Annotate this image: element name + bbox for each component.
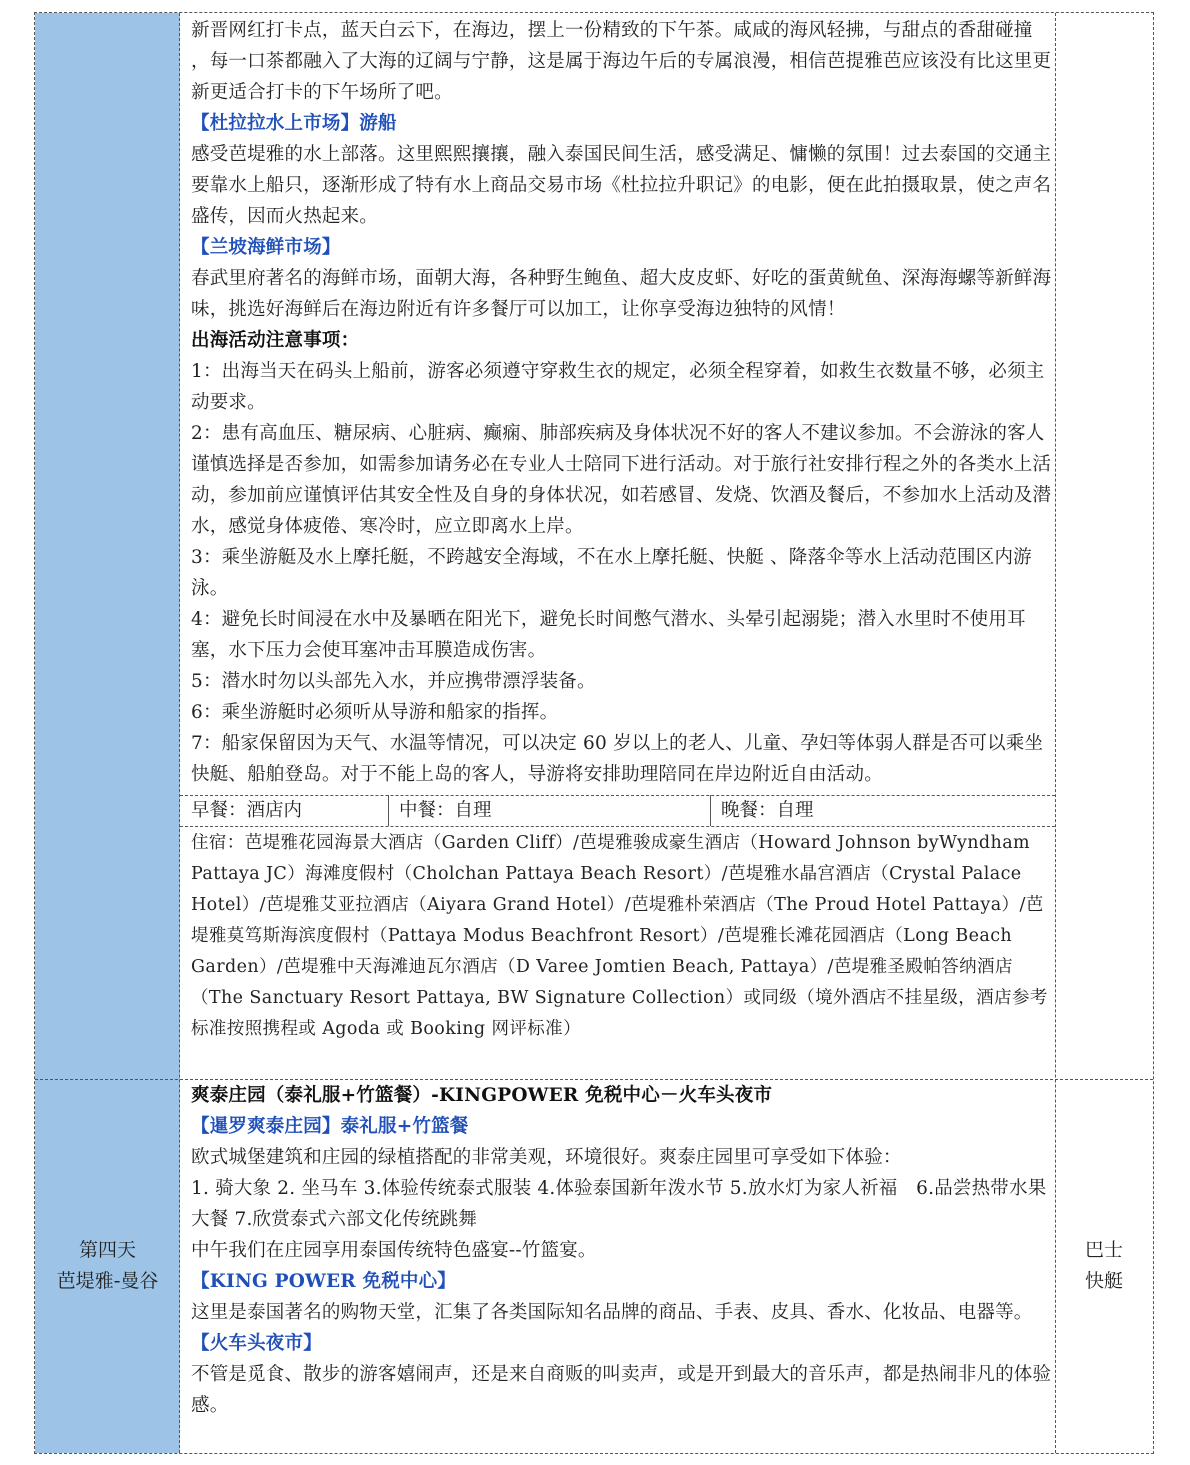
day4-paragraph: 不管是觅食、散步的游客嬉闹声，还是来自商贩的叫卖声，或是开到最大的音乐声，都是热闹非凡的体验感。 (191, 1364, 1052, 1416)
day4-paragraph: 1. 骑大象 2. 坐马车 3.体验传统泰式服装 4.体验泰国新年泼水节 5.放水灯为家人祈福 6.品尝热带水果大餐 7.欣赏泰式六部文化传统跳舞 (191, 1178, 1047, 1230)
day4-day-number: 第四天 (78, 1239, 136, 1261)
day3-paragraph: 7：船家保留因为天气、水温等情况，可以决定 60 岁以上的老人、儿童、孕妇等体弱人群是否可以乘坐快艇、船舶登岛。对于不能上岛的客人，导游将安排助理陪同在岸边附近自由活动。 (191, 733, 1044, 785)
dinner-cell: 晚餐：自理 (721, 800, 814, 821)
day3-paragraph: 2：患有高血压、糖尿病、心脏病、癫痫、肺部疾病及身体状况不好的客人不建议参加。不会游泳的客人谨慎选择是否参加，如需参加请务必在专业人士陪同下进行活动。对于旅行社安排行程之外的各类水上活动，参加前应谨慎评估其安全性及自身的身体状况，如若感冒、发烧、饮酒及餐后，不参加水上活动及潜水，感觉身体疲倦、寒冷时，应立即离水上岸。 (191, 423, 1052, 537)
day3-paragraph: 春武里府著名的海鲜市场，面朝大海，各种野生鲍鱼、超大皮皮虾、好吃的蛋黄鱿鱼、深海海螺等新鲜海味，挑选好海鲜后在海边附近有许多餐厅可以加工，让你享受海边独特的风情！ (191, 268, 1052, 320)
day3-paragraph: 新晋网红打卡点，蓝天白云下，在海边，摆上一份精致的下午茶。咸咸的海风轻拂，与甜点的香甜碰撞 ，每一口茶都融入了大海的辽阔与宁静，这是属于海边午后的专属浪漫，相信芭提雅芭应该没有比这里更新更适合打卡的下午场所了吧。 (191, 20, 1052, 103)
hotel-text: 住宿：芭堤雅花园海景大酒店（Garden Cliff）/芭堤雅骏成豪生酒店（Howard Johnson byWyndham Pattaya JC）海滩度假村（Cholchan Pattaya Beach Resort）/芭堤雅水晶宫酒店（Crystal Palace Hotel）/芭堤雅艾亚拉酒店（Aiyara Grand Hotel）/芭堤雅朴荣酒店（The Proud Hotel Pattaya）/芭堤雅莫笃斯海滨度假村（Pattaya Modus Beachfront Resort）/芭堤雅长滩花园酒店（Long Beach Garden）/芭堤雅中天海滩迪瓦尔酒店（D Varee Jomtien Beach, Pattaya）/芭堤雅圣殿帕答纳酒店（The Sanctuary Resort Pattaya, BW Signature Collection）或同级（境外酒店不挂星级，酒店参考标准按照携程或 Agoda 或 Booking 网评标准） (191, 833, 1048, 1039)
transport-bus: 巴士 (1084, 1239, 1123, 1261)
day4-label (35, 1235, 180, 1297)
lunch-cell: 中餐：自理 (399, 800, 492, 821)
day4-bold-title: 爽泰庄园（泰礼服+竹篮餐）-KINGPOWER 免税中心－火车头夜市 (191, 1085, 773, 1106)
transport-speedboat: 快艇 (1084, 1270, 1123, 1292)
day4-transport (1055, 1235, 1153, 1297)
day4-section-heading: 【暹罗爽泰庄园】泰礼服+竹篮餐 (191, 1116, 469, 1137)
day3-paragraph: 5：潜水时勿以头部先入水，并应携带漂浮装备。 (191, 671, 596, 692)
hotel-info (191, 828, 1053, 1045)
day4-itinerary-content (191, 1080, 1053, 1421)
day3-paragraph: 3：乘坐游艇及水上摩托艇，不跨越安全海域，不在水上摩托艇、快艇 、降落伞等水上活动范围区内游泳。 (191, 547, 1032, 599)
day3-bold-title: 出海活动注意事项： (191, 330, 360, 351)
day4-section-heading: 【KING POWER 免税中心】 (191, 1271, 457, 1292)
day3-itinerary-content (191, 15, 1053, 790)
meal-row-bottom-border (180, 826, 1055, 827)
day3-paragraph: 4：避免长时间浸在水中及暴晒在阳光下，避免长时间憋气潜水、头晕引起溺毙；潜入水里时不使用耳塞，水下压力会使耳塞冲击耳膜造成伤害。 (191, 609, 1026, 661)
day3-paragraph: 感受芭堤雅的水上部落。这里熙熙攘攘，融入泰国民间生活，感受满足、慵懒的氛围！过去泰国的交通主要靠水上船只，逐渐形成了特有水上商品交易市场《杜拉拉升职记》的电影，便在此拍摄取景，使之声名盛传，因而火热起来。 (191, 144, 1052, 227)
day4-paragraph: 中午我们在庄园享用泰国传统特色盛宴--竹篮宴。 (191, 1240, 597, 1261)
day4-route: 芭堤雅-曼谷 (56, 1270, 159, 1292)
itinerary-table (34, 12, 1154, 1454)
meal-divider-1 (388, 795, 389, 826)
meal-divider-2 (710, 795, 711, 826)
day4-paragraph: 欧式城堡建筑和庄园的绿植搭配的非常美观，环境很好。爽泰庄园里可享受如下体验： (191, 1147, 902, 1168)
meal-row-top-border (180, 795, 1055, 796)
breakfast-cell: 早餐：酒店内 (191, 800, 303, 821)
day4-section-heading: 【火车头夜市】 (191, 1333, 322, 1354)
day3-paragraph: 1：出海当天在码头上船前，游客必须遵守穿救生衣的规定，必须全程穿着，如救生衣数量不够，必须主动要求。 (191, 361, 1045, 413)
day3-section-heading: 【杜拉拉水上市场】游船 (191, 113, 397, 134)
day3-section-heading: 【兰坡海鲜市场】 (191, 237, 341, 258)
day4-paragraph: 这里是泰国著名的购物天堂，汇集了各类国际知名品牌的商品、手表、皮具、香水、化妆品、电器等。 (191, 1302, 1033, 1323)
day3-paragraph: 6：乘坐游艇时必须听从导游和船家的指挥。 (191, 702, 559, 723)
